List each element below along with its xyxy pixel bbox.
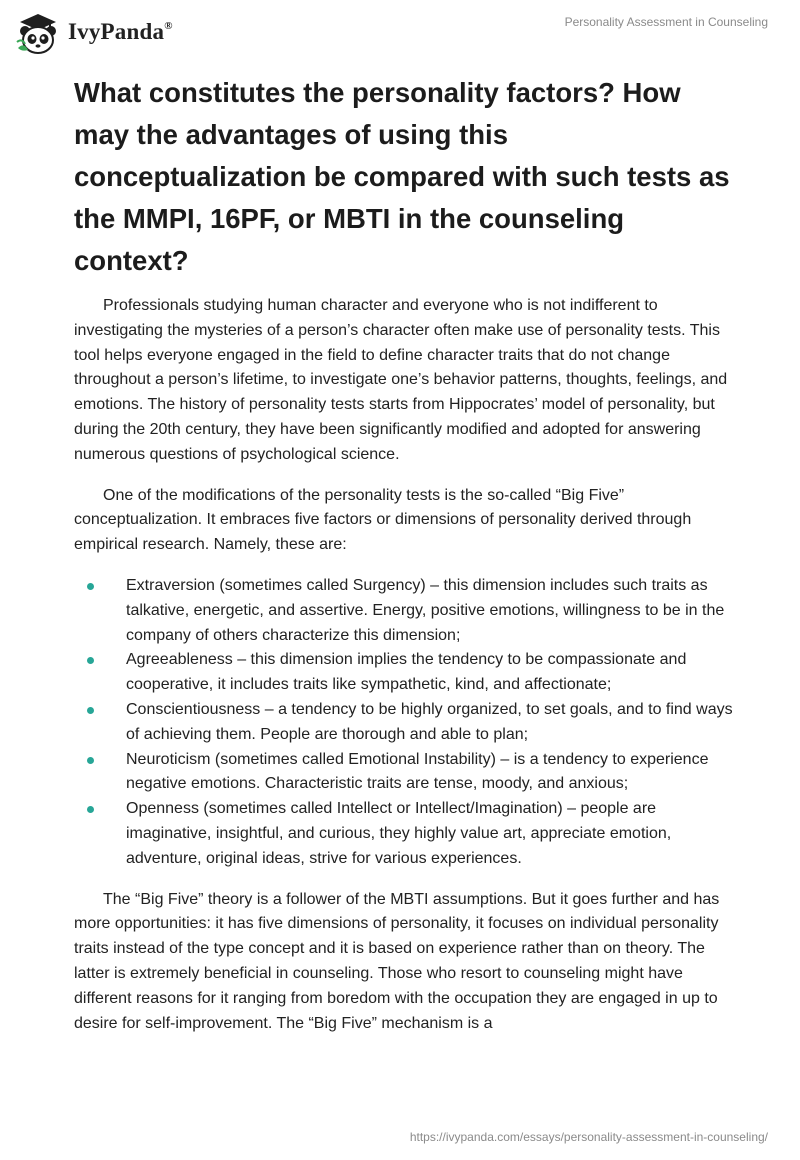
list-item-text: Conscientiousness – a tendency to be highly organized, to set goals, and to find ways of achieving them. People are thorough and able to plan; (126, 700, 733, 743)
list-item (74, 698, 734, 748)
list-item (74, 748, 734, 798)
list-item-text: Neuroticism (sometimes called Emotional Instability) – is a tendency to experience negative emotions. Characteristic traits are tense, moody, and anxious; (126, 750, 709, 793)
bullet-icon (87, 806, 94, 813)
list-item-text: Agreeableness – this dimension implies the tendency to be compassionate and cooperative, it includes traits like sympathetic, kind, and affectionate; (126, 651, 687, 694)
document-title: Personality Assessment in Counseling (564, 15, 768, 29)
bullet-icon (87, 583, 94, 590)
paragraph: The “Big Five” theory is a follower of the MBTI assumptions. But it goes further and has more opportunities: it has five dimensions of personality, it focuses on individual personality traits instead of the type concept and it is based on experience rather than on theory. The latter is extremely beneficial in counseling. Those who resort to counseling might have different reasons for it ranging from boredom with the occupation they are engaged in up to desire for self-improvement. The “Big Five” mechanism is a (74, 890, 720, 1032)
brand-logo[interactable] (14, 8, 173, 56)
essay-body (74, 294, 734, 1052)
list-item-text: Extraversion (sometimes called Surgency) – this dimension includes such traits as talkative, energetic, and assertive. Energy, positive emotions, willingness to be in the company of others characterize this dimension; (126, 576, 725, 644)
list-item-text: Openness (sometimes called Intellect or Intellect/Imagination) – people are imaginative, insightful, and curious, they highly value art, appreciate emotion, adventure, original ideas, strive for various experiences. (126, 800, 672, 867)
paragraph: One of the modifications of the personality tests is the so-called “Big Five” conceptualization. It embraces five factors or dimensions of personality derived through empirical research. Namely, these are: (74, 486, 692, 554)
list-item (74, 574, 734, 648)
big-five-list (74, 574, 734, 872)
paragraph: Professionals studying human character and everyone who is not indifferent to investigating the mysteries of a person’s character often make use of personality tests. This tool helps everyone engaged in the field to define character traits that do not change throughout a person’s lifetime, to investigate one’s behavior patterns, thoughts, feelings, and emotions. The history of personality tests starts from Hippocrates’ model of personality, but during the 20th century, they have been significantly modified and adopted for answering numerous questions of psychological science. (74, 297, 728, 463)
bullet-icon (87, 757, 94, 764)
list-item (74, 797, 734, 871)
source-url-link[interactable]: https://ivypanda.com/essays/personality-assessment-in-counseling/ (409, 1130, 768, 1144)
bullet-icon (87, 657, 94, 664)
list-item (74, 648, 734, 698)
panda-logo-icon (14, 8, 62, 56)
bullet-icon (87, 707, 94, 714)
brand-name: IvyPanda® (68, 19, 173, 44)
registered-mark: ® (164, 20, 173, 32)
essay-heading: What constitutes the personality factors? How may the advantages of using this conceptualization be compared with such tests as the MMPI, 16PF, or MBTI in the counseling context? (74, 77, 730, 276)
